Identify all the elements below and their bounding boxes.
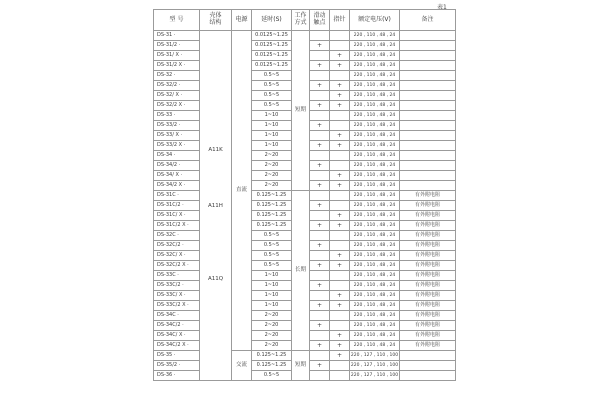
voltage-cell: 220 , 110 , 48 , 24: [350, 331, 400, 341]
voltage-cell: 220 , 110 , 48 , 24: [350, 311, 400, 321]
voltage-cell: 220 , 110 , 48 , 24: [350, 81, 400, 91]
remark-cell: [400, 151, 456, 161]
delay-cell: 0.125~1.25: [252, 201, 292, 211]
model-cell: DS-36 ·: [154, 371, 200, 381]
header-power: 电源: [232, 10, 252, 31]
delay-cell: 0.125~1.25: [252, 191, 292, 201]
slide-contact-cell: +: [310, 61, 330, 71]
power-cell: 交流: [232, 351, 252, 381]
remark-cell: [400, 81, 456, 91]
pointer-cell: [330, 271, 350, 281]
pointer-cell: [330, 151, 350, 161]
slide-contact-cell: +: [310, 201, 330, 211]
voltage-cell: 220 , 110 , 48 , 24: [350, 161, 400, 171]
slide-contact-cell: [310, 331, 330, 341]
model-cell: DS-32C/2 ·: [154, 241, 200, 251]
voltage-cell: 220 , 110 , 48 , 24: [350, 271, 400, 281]
pointer-cell: +: [330, 341, 350, 351]
remark-cell: [400, 141, 456, 151]
slide-contact-cell: +: [310, 101, 330, 111]
delay-cell: 1~10: [252, 301, 292, 311]
delay-cell: 0.5~5: [252, 71, 292, 81]
delay-cell: 2~20: [252, 151, 292, 161]
slide-contact-cell: [310, 111, 330, 121]
voltage-cell: 220 , 110 , 48 , 24: [350, 251, 400, 261]
remark-cell: 有外附电阻: [400, 301, 456, 311]
model-cell: DS-33/2 X ·: [154, 141, 200, 151]
slide-contact-cell: +: [310, 361, 330, 371]
pointer-cell: [330, 231, 350, 241]
pointer-cell: +: [330, 51, 350, 61]
delay-cell: 0.5~5: [252, 251, 292, 261]
voltage-cell: 220 , 110 , 48 , 24: [350, 151, 400, 161]
delay-cell: 2~20: [252, 161, 292, 171]
slide-contact-cell: [310, 251, 330, 261]
slide-contact-cell: [310, 51, 330, 61]
model-cell: DS-31/ X ·: [154, 51, 200, 61]
pointer-cell: +: [330, 131, 350, 141]
remark-cell: 有外附电阻: [400, 221, 456, 231]
structure-label: A11K: [208, 146, 223, 153]
remark-cell: [400, 161, 456, 171]
pointer-cell: [330, 241, 350, 251]
delay-cell: 0.5~5: [252, 231, 292, 241]
remark-cell: [400, 121, 456, 131]
voltage-cell: 220 , 110 , 48 , 24: [350, 221, 400, 231]
voltage-cell: 220 , 110 , 48 , 24: [350, 51, 400, 61]
structure-label: A11H: [208, 202, 223, 209]
delay-cell: 2~20: [252, 341, 292, 351]
voltage-cell: 220 , 110 , 48 , 24: [350, 291, 400, 301]
pointer-cell: [330, 361, 350, 371]
model-cell: DS-31C/ X ·: [154, 211, 200, 221]
header-voltage: 额定电压(V): [350, 10, 400, 31]
workmode-cell: 短期: [292, 351, 310, 381]
remark-cell: 有外附电阻: [400, 331, 456, 341]
pointer-cell: +: [330, 261, 350, 271]
remark-cell: [400, 181, 456, 191]
voltage-cell: 220 , 110 , 48 , 24: [350, 31, 400, 41]
voltage-cell: 220 , 110 , 48 , 24: [350, 181, 400, 191]
model-cell: DS-32C/2 X ·: [154, 261, 200, 271]
pointer-cell: [330, 281, 350, 291]
model-cell: DS-33C/2 ·: [154, 281, 200, 291]
voltage-cell: 220 , 110 , 48 , 24: [350, 191, 400, 201]
pointer-cell: +: [330, 101, 350, 111]
delay-cell: 1~10: [252, 281, 292, 291]
voltage-cell: 220 , 110 , 48 , 24: [350, 341, 400, 351]
slide-contact-cell: +: [310, 341, 330, 351]
header-structure-line1: 壳体: [209, 12, 222, 20]
model-cell: DS-32C ·: [154, 231, 200, 241]
delay-cell: 2~20: [252, 331, 292, 341]
delay-cell: 0.0125~1.25: [252, 51, 292, 61]
model-cell: DS-33C/ X ·: [154, 291, 200, 301]
model-cell: DS-32C/ X ·: [154, 251, 200, 261]
pointer-cell: +: [330, 141, 350, 151]
remark-cell: 有外附电阻: [400, 281, 456, 291]
pointer-cell: +: [330, 291, 350, 301]
slide-contact-cell: +: [310, 221, 330, 231]
delay-cell: 0.0125~1.25: [252, 31, 292, 41]
remark-cell: [400, 61, 456, 71]
slide-contact-cell: +: [310, 301, 330, 311]
remark-cell: 有外附电阻: [400, 261, 456, 271]
pointer-cell: [330, 321, 350, 331]
model-cell: DS-32 ·: [154, 71, 200, 81]
voltage-cell: 220 , 110 , 48 , 24: [350, 41, 400, 51]
structure-label: A11Q: [207, 275, 224, 282]
slide-contact-cell: +: [310, 81, 330, 91]
model-cell: DS-32/2 X ·: [154, 101, 200, 111]
pointer-cell: +: [330, 251, 350, 261]
model-cell: DS-32/ X ·: [154, 91, 200, 101]
slide-contact-cell: +: [310, 241, 330, 251]
delay-cell: 0.5~5: [252, 91, 292, 101]
model-cell: DS-32/2 ·: [154, 81, 200, 91]
delay-cell: 1~10: [252, 291, 292, 301]
remark-cell: 有外附电阻: [400, 241, 456, 251]
model-cell: DS-31 ·: [154, 31, 200, 41]
voltage-cell: 220 , 110 , 48 , 24: [350, 141, 400, 151]
model-cell: DS-31C ·: [154, 191, 200, 201]
model-cell: DS-33C ·: [154, 271, 200, 281]
voltage-cell: 220 , 110 , 48 , 24: [350, 121, 400, 131]
table-row: [154, 31, 456, 41]
model-cell: DS-33/ X ·: [154, 131, 200, 141]
slide-contact-cell: +: [310, 321, 330, 331]
remark-cell: [400, 371, 456, 381]
delay-cell: 1~10: [252, 131, 292, 141]
slide-contact-cell: [310, 151, 330, 161]
voltage-cell: 220 , 110 , 48 , 24: [350, 131, 400, 141]
header-workmode-line2: 方式: [294, 19, 307, 26]
delay-cell: 0.0125~1.25: [252, 61, 292, 71]
slide-contact-cell: [310, 291, 330, 301]
model-cell: DS-34C/ X ·: [154, 331, 200, 341]
delay-cell: 0.0125~1.25: [252, 41, 292, 51]
delay-cell: 2~20: [252, 321, 292, 331]
slide-contact-cell: [310, 191, 330, 201]
remark-cell: [400, 51, 456, 61]
model-cell: DS-31C/2 X ·: [154, 221, 200, 231]
remark-cell: [400, 71, 456, 81]
voltage-cell: 220 , 127 , 110 , 100: [350, 361, 400, 371]
header-model: 型 号: [154, 10, 200, 31]
remark-cell: [400, 351, 456, 361]
pointer-cell: +: [330, 221, 350, 231]
slide-contact-cell: +: [310, 121, 330, 131]
remark-cell: [400, 131, 456, 141]
pointer-cell: +: [330, 171, 350, 181]
remark-cell: 有外附电阻: [400, 211, 456, 221]
model-cell: DS-31/2 X ·: [154, 61, 200, 71]
pointer-cell: [330, 41, 350, 51]
voltage-cell: 220 , 110 , 48 , 24: [350, 211, 400, 221]
header-workmode: [292, 10, 310, 31]
delay-cell: 0.5~5: [252, 101, 292, 111]
model-cell: DS-33/2 ·: [154, 121, 200, 131]
model-cell: DS-35/2 ·: [154, 361, 200, 371]
remark-cell: [400, 101, 456, 111]
voltage-cell: 220 , 110 , 48 , 24: [350, 201, 400, 211]
remark-cell: 有外附电阻: [400, 251, 456, 261]
workmode-cell: 短期: [292, 31, 310, 191]
slide-contact-cell: [310, 31, 330, 41]
remark-cell: [400, 91, 456, 101]
voltage-cell: 220 , 110 , 48 , 24: [350, 281, 400, 291]
delay-cell: 1~10: [252, 121, 292, 131]
spec-table-body: [154, 31, 456, 381]
workmode-cell: 长期: [292, 191, 310, 351]
voltage-cell: 220 , 110 , 48 , 24: [350, 261, 400, 271]
delay-cell: 1~10: [252, 271, 292, 281]
structure-cell: [200, 31, 232, 381]
delay-cell: 0.125~1.25: [252, 361, 292, 371]
delay-cell: 2~20: [252, 171, 292, 181]
pointer-cell: [330, 201, 350, 211]
model-cell: DS-31C/2 ·: [154, 201, 200, 211]
delay-cell: 1~10: [252, 111, 292, 121]
delay-cell: 0.5~5: [252, 371, 292, 381]
slide-contact-cell: +: [310, 181, 330, 191]
header-structure-line2: 结构: [209, 19, 222, 26]
slide-contact-cell: [310, 131, 330, 141]
delay-cell: 1~10: [252, 141, 292, 151]
model-cell: DS-34/2 ·: [154, 161, 200, 171]
header-remark: 备注: [400, 10, 456, 31]
voltage-cell: 220 , 110 , 48 , 24: [350, 301, 400, 311]
slide-contact-cell: +: [310, 261, 330, 271]
pointer-cell: +: [330, 181, 350, 191]
delay-cell: 0.5~5: [252, 261, 292, 271]
voltage-cell: 220 , 110 , 48 , 24: [350, 171, 400, 181]
pointer-cell: [330, 71, 350, 81]
voltage-cell: 220 , 127 , 110 , 100: [350, 351, 400, 361]
delay-cell: 2~20: [252, 181, 292, 191]
table-header: [154, 10, 456, 31]
header-slide-contact-line1: 滑动: [313, 12, 326, 20]
remark-cell: 有外附电阻: [400, 271, 456, 281]
pointer-cell: +: [330, 301, 350, 311]
pointer-cell: +: [330, 91, 350, 101]
model-cell: DS-33 ·: [154, 111, 200, 121]
voltage-cell: 220 , 110 , 48 , 24: [350, 231, 400, 241]
model-cell: DS-34 ·: [154, 151, 200, 161]
pointer-cell: [330, 371, 350, 381]
pointer-cell: [330, 31, 350, 41]
slide-contact-cell: +: [310, 161, 330, 171]
slide-contact-cell: +: [310, 141, 330, 151]
slide-contact-cell: [310, 211, 330, 221]
remark-cell: [400, 171, 456, 181]
pointer-cell: +: [330, 331, 350, 341]
model-cell: DS-35 ·: [154, 351, 200, 361]
header-delay: 延时(S): [252, 10, 292, 31]
spec-table: [153, 9, 456, 381]
pointer-cell: +: [330, 211, 350, 221]
slide-contact-cell: +: [310, 41, 330, 51]
table-number-label: 表1: [437, 4, 447, 11]
voltage-cell: 220 , 127 , 110 , 100: [350, 371, 400, 381]
model-cell: DS-34/2 X ·: [154, 181, 200, 191]
voltage-cell: 220 , 110 , 48 , 24: [350, 111, 400, 121]
slide-contact-cell: [310, 271, 330, 281]
model-cell: DS-33C/2 X ·: [154, 301, 200, 311]
pointer-cell: +: [330, 351, 350, 361]
delay-cell: 0.125~1.25: [252, 351, 292, 361]
model-cell: DS-34C/2 ·: [154, 321, 200, 331]
slide-contact-cell: +: [310, 281, 330, 291]
remark-cell: 有外附电阻: [400, 311, 456, 321]
voltage-cell: 220 , 110 , 48 , 24: [350, 71, 400, 81]
model-cell: DS-34C ·: [154, 311, 200, 321]
header-pointer: 指针: [330, 10, 350, 31]
model-cell: DS-34C/2 X ·: [154, 341, 200, 351]
header-slide-contact-line2: 触点: [313, 19, 326, 26]
slide-contact-cell: [310, 351, 330, 361]
pointer-cell: [330, 161, 350, 171]
voltage-cell: 220 , 110 , 48 , 24: [350, 101, 400, 111]
slide-contact-cell: [310, 231, 330, 241]
header-row: [154, 10, 456, 31]
remark-cell: 有外附电阻: [400, 321, 456, 331]
model-cell: DS-34/ X ·: [154, 171, 200, 181]
delay-cell: 2~20: [252, 311, 292, 321]
pointer-cell: +: [330, 61, 350, 71]
remark-cell: 有外附电阻: [400, 231, 456, 241]
delay-cell: 0.5~5: [252, 241, 292, 251]
remark-cell: [400, 41, 456, 51]
pointer-cell: [330, 111, 350, 121]
slide-contact-cell: [310, 371, 330, 381]
pointer-cell: [330, 311, 350, 321]
remark-cell: 有外附电阻: [400, 341, 456, 351]
remark-cell: [400, 361, 456, 371]
header-workmode-line1: 工作: [294, 12, 307, 20]
remark-cell: [400, 111, 456, 121]
model-cell: DS-31/2 ·: [154, 41, 200, 51]
slide-contact-cell: [310, 171, 330, 181]
voltage-cell: 220 , 110 , 48 , 24: [350, 91, 400, 101]
remark-cell: 有外附电阻: [400, 291, 456, 301]
remark-cell: [400, 31, 456, 41]
delay-cell: 0.5~5: [252, 81, 292, 91]
delay-cell: 0.125~1.25: [252, 221, 292, 231]
pointer-cell: [330, 191, 350, 201]
header-structure: [200, 10, 232, 31]
header-slide-contact: [310, 10, 330, 31]
delay-cell: 0.125~1.25: [252, 211, 292, 221]
pointer-cell: +: [330, 81, 350, 91]
remark-cell: 有外附电阻: [400, 191, 456, 201]
power-cell: 直流: [232, 31, 252, 351]
slide-contact-cell: [310, 91, 330, 101]
pointer-cell: [330, 121, 350, 131]
slide-contact-cell: [310, 71, 330, 81]
voltage-cell: 220 , 110 , 48 , 24: [350, 321, 400, 331]
voltage-cell: 220 , 110 , 48 , 24: [350, 61, 400, 71]
voltage-cell: 220 , 110 , 48 , 24: [350, 241, 400, 251]
slide-contact-cell: [310, 311, 330, 321]
remark-cell: 有外附电阻: [400, 201, 456, 211]
